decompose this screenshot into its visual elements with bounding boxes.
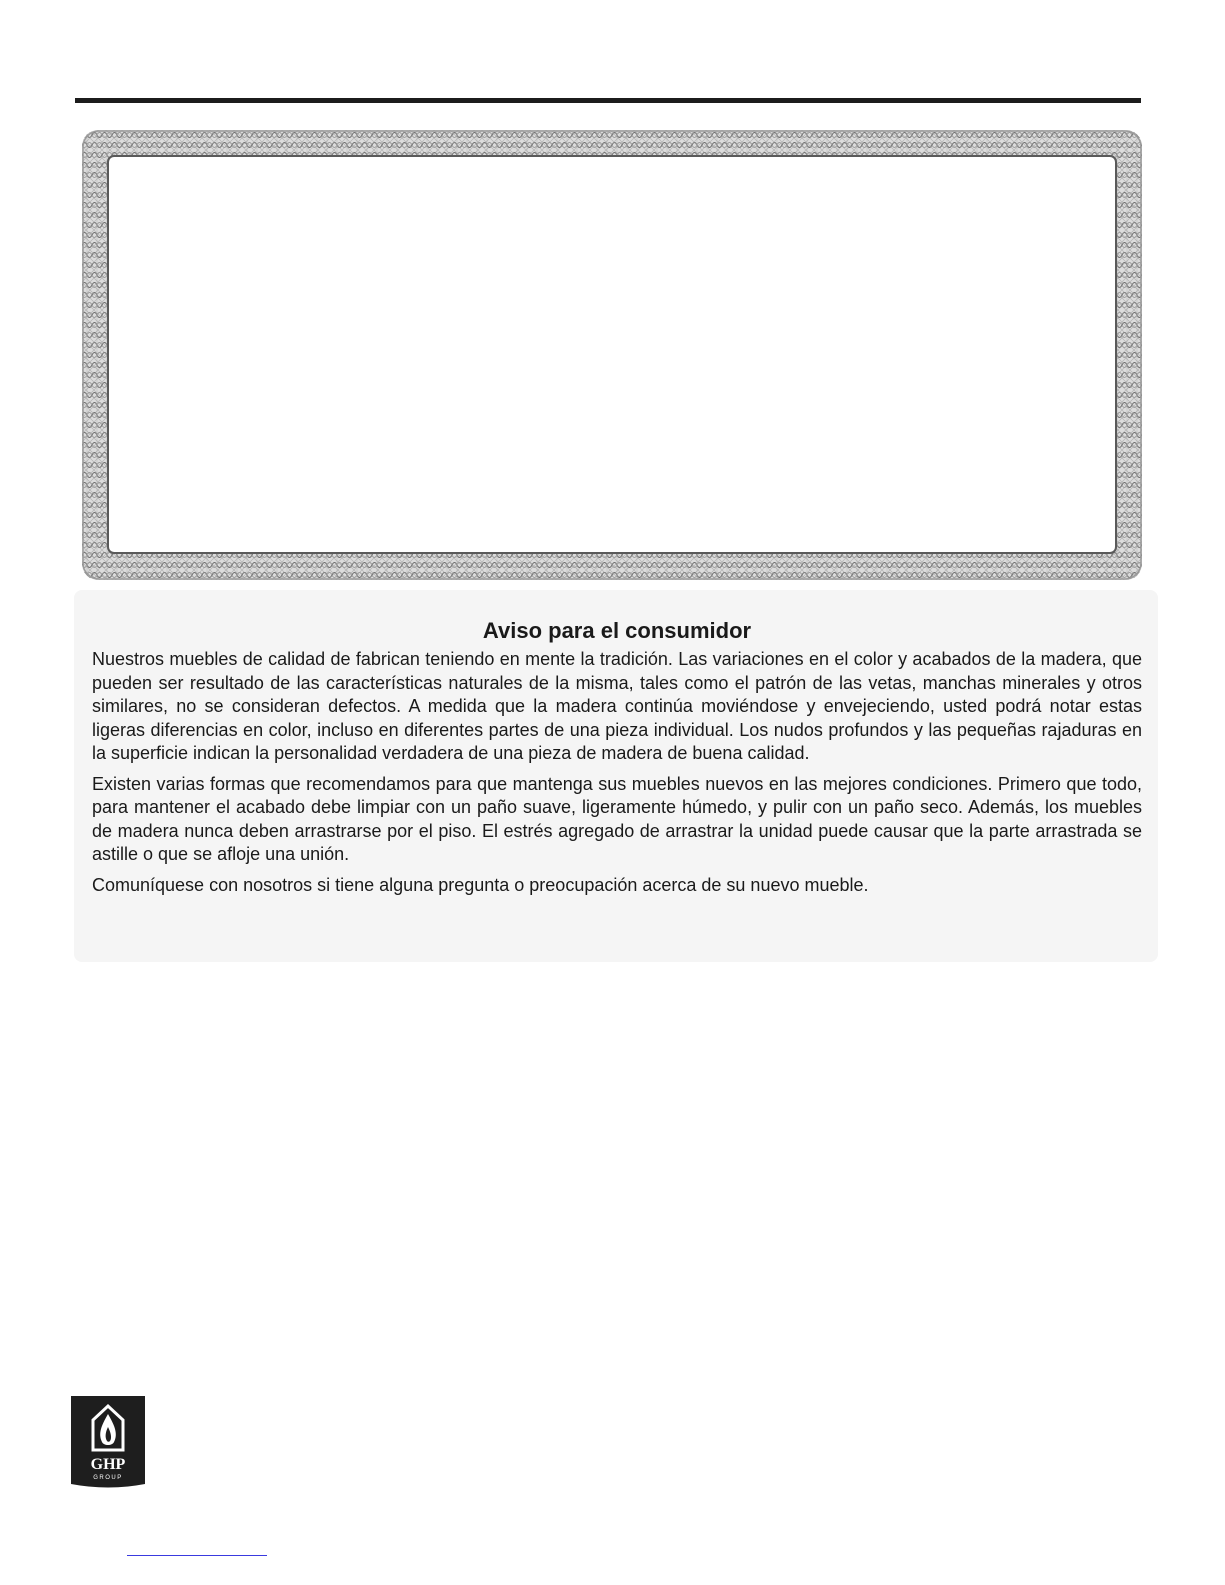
certificate-border-frame xyxy=(82,130,1142,580)
notice-paragraph-1: Nuestros muebles de calidad de fabrican teniendo en mente la tradición. Las variaciones en el color y acabados de la madera, que pueden ser resultado de las características naturales de la misma, tales como el patrón de las vetas, manchas minerales y otros similares, no se consideran defectos. A medida que la madera continúa moviéndose y envejeciendo, usted podrá notar estas ligeras diferencias en color, incluso en diferentes partes de una pieza individual. Los nudos profundos y las pequeñas rajaduras en la superficie indican la personalidad verdadera de una pieza de madera de buena calidad. xyxy=(92,649,1142,763)
consumer-notice xyxy=(74,590,1158,962)
ghp-group-logo xyxy=(71,1396,145,1488)
notice-paragraph-2: Existen varias formas que recomendamos para que mantenga sus muebles nuevos en las mejores condiciones. Primero que todo, para mantener el acabado debe limpiar con un paño suave, ligeramente húmedo, y pulir con un paño seco. Además, los muebles de madera nunca deben arrastrarse por el piso. El estrés agregado de arrastrar la unidad puede causar que la parte arrastrada se astille o que se afloje una unión. xyxy=(92,773,1142,864)
notice-title: Aviso para el consumidor xyxy=(482,618,752,643)
link-underline[interactable] xyxy=(127,1555,267,1556)
top-rule xyxy=(75,98,1141,103)
logo-subtext: GROUP xyxy=(93,1475,123,1481)
notice-paragraph-3: Comuníquese con nosotros si tiene alguna pregunta o preocupación acerca de su nuevo mueble. xyxy=(92,874,869,895)
logo-text: GHP xyxy=(90,1456,126,1473)
guilloche-border xyxy=(82,130,1142,580)
